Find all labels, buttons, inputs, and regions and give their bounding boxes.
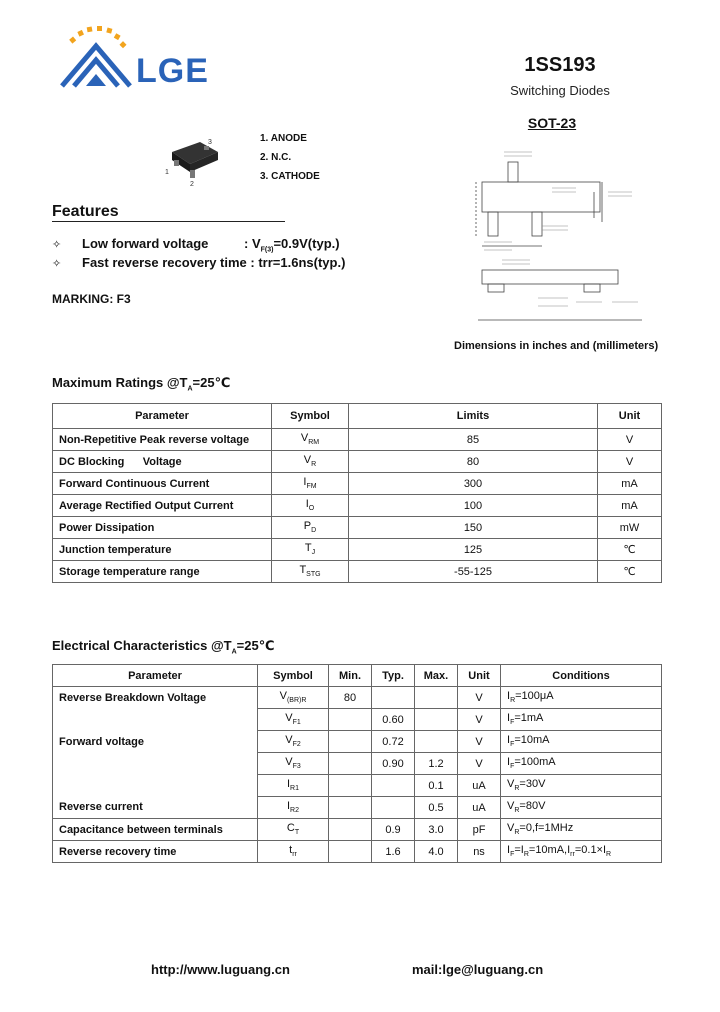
feature-item — [52, 236, 340, 254]
feature-value: : trr=1.6ns(typ.) — [250, 255, 346, 270]
pinout-item: 1. ANODE — [260, 133, 307, 144]
feature-label: Low forward voltage — [82, 236, 209, 251]
package-image — [160, 134, 232, 188]
company-logo — [56, 22, 136, 94]
pin-number-3: 3 — [208, 139, 212, 146]
table-row: Capacitance between terminals $C_T$ 0.9 3.0 pF $V_R=0,f=1MHz$ — [53, 819, 662, 841]
feature-item — [52, 255, 345, 270]
table-row: Storage temperature range $T_{STG}$ -55-125 ℃ — [53, 561, 662, 583]
col-header: Limits — [349, 404, 598, 429]
table-row: Reverse recovery time $t_{rr}$ 1.6 4.0 ns $I_F=I_R=10mA,I_{rr}=0.1\times I_R$ — [53, 841, 662, 863]
table-row: DC Blocking Voltage $V_R$ 80 V — [53, 451, 662, 473]
pinout-item: 3. CATHODE — [260, 171, 320, 182]
table-header-row: Parameter Symbol Min. Typ. Max. Unit Conditions — [53, 665, 662, 687]
table-row: $I_{R1}$ 0.1 uA $V_R=30V$ — [53, 775, 662, 797]
feature-value: : V — [244, 236, 261, 251]
table-row: $V_{F1}$ 0.60 V $I_F=1mA$ — [53, 709, 662, 731]
max-ratings-table — [52, 403, 662, 583]
table-row: Junction temperature $T_J$ 125 ℃ — [53, 539, 662, 561]
features-heading: Features — [52, 203, 119, 220]
bullet-icon: ✧ — [52, 239, 62, 251]
pinout-list — [260, 129, 320, 186]
feature-value-end: =0.9V(typ.) — [273, 236, 340, 251]
part-number: 1SS193 — [524, 54, 596, 76]
pin-number-2: 2 — [190, 181, 194, 188]
table-row: Average Rectified Output Current $I_O$ 100 mA — [53, 495, 662, 517]
col-header: Unit — [598, 404, 662, 429]
col-header: Symbol — [272, 404, 349, 429]
bullet-icon: ✧ — [52, 258, 62, 270]
feature-value-sub: F(3) — [260, 246, 274, 254]
table-row: Forward voltage $V_{F2}$ 0.72 V $I_F=10mA$ — [53, 731, 662, 753]
table-row: $V_{F3}$ 0.90 1.2 V $I_F=100mA$ — [53, 753, 662, 775]
elec-chars-heading: Electrical Characteristics $@T_A=25℃$ — [52, 638, 275, 656]
features-underline — [52, 221, 285, 222]
pinout-item: 2. N.C. — [260, 152, 292, 163]
logo-text: LGE — [136, 52, 209, 90]
dimensions-caption: Dimensions in inches and (millimeters) — [454, 340, 659, 352]
footer-email-link[interactable]: mail:lge@luguang.cn — [412, 962, 544, 977]
table-row: Reverse current $I_{R2}$ 0.5 uA $V_R=80V$ — [53, 797, 662, 819]
package-name: SOT-23 — [527, 115, 577, 131]
table-row: Forward Continuous Current $I_{FM}$ 300 mA — [53, 473, 662, 495]
marking-text: MARKING: F3 — [52, 292, 131, 306]
table-row: Non-Repetitive Peak reverse voltage $V_{RM}$ 85 V — [53, 429, 662, 451]
elec-chars-table — [52, 664, 662, 863]
logo-mark-icon — [56, 22, 136, 94]
pin-number-1: 1 — [165, 169, 169, 176]
table-row: Power Dissipation $P_D$ 150 mW — [53, 517, 662, 539]
footer-website-link[interactable]: http://www.luguang.cn — [151, 962, 290, 977]
table-header-row — [53, 404, 662, 429]
max-ratings-heading: Maximum Ratings $@T_A=25℃$ — [52, 375, 231, 393]
feature-label: Fast reverse recovery time — [82, 255, 247, 270]
part-subtitle: Switching Diodes — [510, 83, 610, 98]
col-header: Parameter — [53, 404, 272, 429]
table-row: Reverse Breakdown Voltage $V_{(BR)R}$ 80 V $I_R=100\mu A$ — [53, 687, 662, 709]
package-dimension-drawing — [472, 142, 652, 330]
